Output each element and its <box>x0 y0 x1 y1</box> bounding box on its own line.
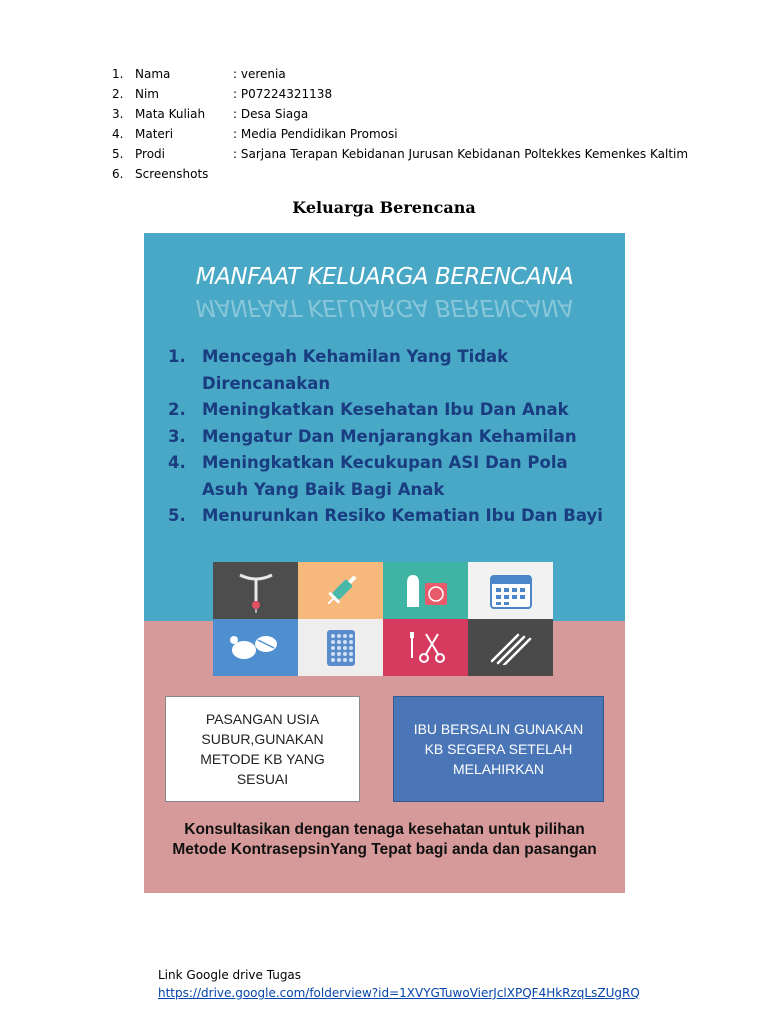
benefit-text: Mengatur Dan Menjarangkan Kehamilan <box>202 426 577 446</box>
pills-icon <box>213 619 298 676</box>
benefit-number: 1. <box>168 347 186 366</box>
benefit-item <box>168 424 618 451</box>
syringe-icon <box>298 562 383 619</box>
poster-title-reflection: MANFAAT KELUARGA BERENCANA <box>195 294 574 320</box>
info-value: : Media Pendidikan Promosi <box>233 127 398 141</box>
info-number: 1. <box>112 67 124 81</box>
postpartum-box <box>393 696 604 802</box>
info-number: 2. <box>112 87 124 101</box>
benefits-list <box>168 344 618 530</box>
info-row <box>112 164 688 184</box>
consult-message: Konsultasikan dengan tenaga kesehatan untuk pilihan Metode KontrasepsinYang Tepat bagi anda dan pasangan <box>172 821 597 858</box>
document-title: Keluarga Berencana <box>292 198 476 217</box>
info-label: Nim <box>135 87 159 101</box>
info-row <box>112 84 688 104</box>
info-number: 5. <box>112 147 124 161</box>
benefit-number: 5. <box>168 506 186 525</box>
info-list <box>112 64 688 184</box>
info-value: : verenia <box>233 67 286 81</box>
postpartum-text: IBU BERSALIN GUNAKAN KB SEGERA SETELAH MELAHIRKAN <box>413 721 584 777</box>
fertile-couples-text: PASANGAN USIA SUBUR,GUNAKAN METODE KB YANG SESUAI <box>200 711 325 787</box>
benefit-number: 2. <box>168 400 186 419</box>
benefit-number: 4. <box>168 453 186 472</box>
info-label: Nama <box>135 67 171 81</box>
info-value: : Desa Siaga <box>233 107 309 121</box>
info-number: 6. <box>112 167 124 181</box>
info-number: 3. <box>112 107 124 121</box>
info-label: Prodi <box>135 147 165 161</box>
info-label: Materi <box>135 127 174 141</box>
benefit-text: Meningkatkan Kesehatan Ibu Dan Anak <box>202 400 569 419</box>
fertile-couples-box <box>165 696 360 802</box>
benefit-item <box>168 344 618 397</box>
info-number: 4. <box>112 127 124 141</box>
poster-title: MANFAAT KELUARGA BERENCANA <box>195 264 574 290</box>
surgery-tools-icon <box>383 619 468 676</box>
info-value: : P07224321138 <box>233 87 333 101</box>
info-row <box>112 124 688 144</box>
implant-icon <box>468 619 553 676</box>
info-row <box>112 104 688 124</box>
info-label: Screenshots <box>135 167 209 181</box>
info-row <box>112 144 688 164</box>
condom-icon <box>383 562 468 619</box>
benefit-item <box>168 450 618 503</box>
kb-poster <box>144 233 625 893</box>
benefit-number: 3. <box>168 426 186 446</box>
iud-icon <box>213 562 298 619</box>
link-label: Link Google drive Tugas <box>158 968 302 982</box>
info-label: Mata Kuliah <box>135 107 206 121</box>
benefit-text: Menurunkan Resiko Kematian Ibu Dan Bayi <box>202 506 603 525</box>
google-drive-link[interactable]: https://drive.google.com/folderview?id=1XVYGTuwoVierJclXPQF4HkRzqLsZUgRQ <box>158 986 640 1000</box>
info-value: : Sarjana Terapan Kebidanan Jurusan Kebidanan Poltekkes Kemenkes Kaltim <box>233 147 689 161</box>
calendar-icon <box>468 562 553 619</box>
pill-pack-icon <box>298 619 383 676</box>
benefit-item <box>168 397 618 424</box>
benefit-text: Meningkatkan Kecukupan ASI Dan Pola Asuh Yang Baik Bagi Anak <box>202 453 568 499</box>
benefit-text: Mencegah Kehamilan Yang Tidak Direncanakan <box>202 347 509 393</box>
info-row <box>112 64 688 84</box>
benefit-item <box>168 503 618 530</box>
